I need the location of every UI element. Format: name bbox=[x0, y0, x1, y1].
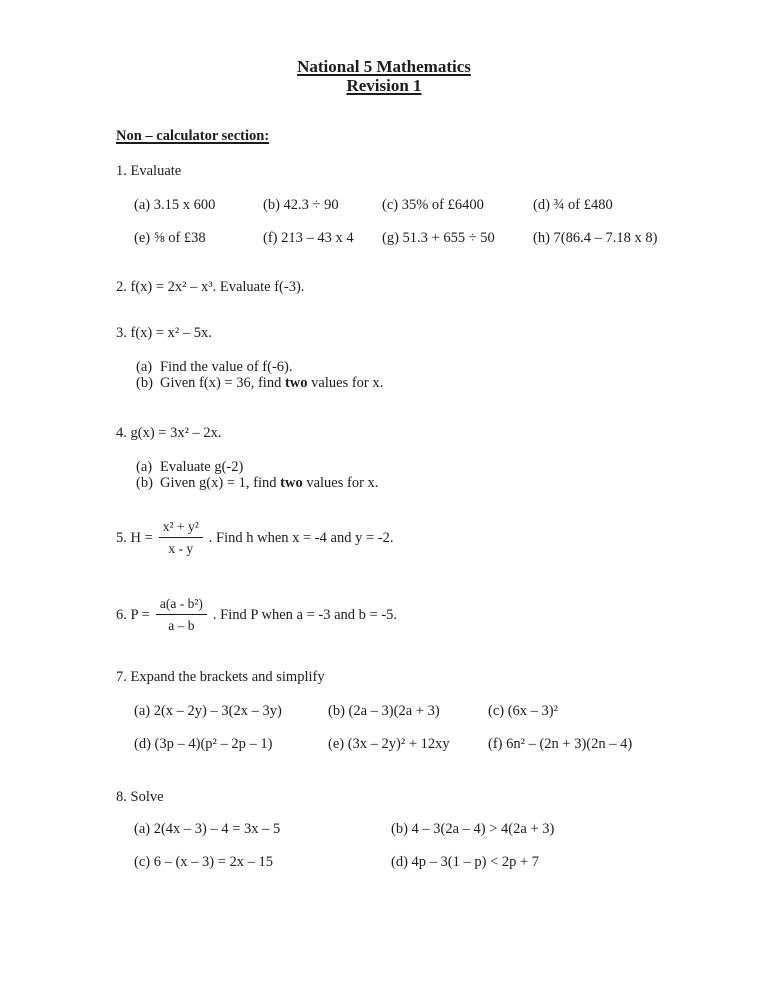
worksheet-content bbox=[0, 129, 768, 870]
q8-options-row2 bbox=[134, 854, 732, 870]
q7-option-b: (b) (2a – 3)(2a + 3) bbox=[328, 703, 440, 719]
q8-option-b: (b) 4 – 3(2a – 4) > 4(2a + 3) bbox=[391, 821, 555, 837]
doc-title-text1: National 5 Mathematics bbox=[297, 57, 471, 76]
q3-subitem-a bbox=[136, 359, 732, 375]
q4-a-text: Evaluate g(-2) bbox=[160, 459, 244, 475]
question-1 bbox=[116, 163, 732, 246]
q7-option-c: (c) (6x – 3)² bbox=[488, 703, 558, 719]
question-4 bbox=[116, 425, 732, 491]
q3-a-label: (a) bbox=[136, 359, 153, 375]
q7-option-f: (f) 6n² – (2n + 3)(2n – 4) bbox=[488, 736, 633, 752]
q1-options-row2 bbox=[134, 230, 732, 246]
q7-options-row1 bbox=[134, 703, 732, 719]
section-heading bbox=[116, 129, 732, 144]
q4-subitem-b bbox=[136, 475, 732, 491]
q5-numerator: x² + y² bbox=[159, 517, 203, 538]
q3-intro: 3. f(x) = x² – 5x. bbox=[116, 325, 212, 341]
q4-subitems bbox=[116, 459, 732, 491]
question-5 bbox=[116, 517, 732, 558]
q6-lead: 6. P = bbox=[116, 606, 150, 623]
q1-option-d: (d) ¾ of £480 bbox=[533, 197, 613, 213]
q5-lead: 5. H = bbox=[116, 529, 153, 546]
question-6 bbox=[116, 594, 732, 635]
question-2: 2. f(x) = 2x² – x³. Evaluate f(-3). bbox=[116, 279, 305, 295]
q6-denominator: a – b bbox=[168, 618, 195, 633]
q5-fraction bbox=[159, 517, 203, 558]
q6-rest: . Find P when a = -3 and b = -5. bbox=[212, 606, 398, 623]
q7-option-a: (a) 2(x – 2y) – 3(2x – 3y) bbox=[134, 703, 282, 719]
section-heading-text: Non – calculator section: bbox=[116, 128, 270, 144]
q6-numerator: a(a - b²) bbox=[156, 594, 207, 615]
q4-b-label: (b) bbox=[136, 475, 153, 491]
q3-subitem-b bbox=[136, 375, 732, 391]
q3-a-text: Find the value of f(-6). bbox=[160, 359, 293, 375]
q1-option-b: (b) 42.3 ÷ 90 bbox=[263, 197, 339, 213]
q7-label: 7. Expand the brackets and simplify bbox=[116, 669, 325, 685]
doc-title-text2: Revision 1 bbox=[346, 76, 422, 95]
q3-b-post: values for x. bbox=[307, 375, 384, 391]
q1-options-row1 bbox=[134, 197, 732, 213]
question-8 bbox=[116, 789, 732, 870]
q4-b-pre: Given g(x) = 1, find bbox=[160, 475, 281, 491]
q3-subitems bbox=[116, 359, 732, 391]
doc-title-line1 bbox=[0, 57, 768, 76]
q3-b-text bbox=[160, 375, 383, 391]
q1-option-a: (a) 3.15 x 600 bbox=[134, 197, 216, 213]
q7-option-e: (e) (3x – 2y)² + 12xy bbox=[328, 736, 450, 752]
doc-title-block bbox=[0, 0, 768, 95]
q1-option-e: (e) ⅝ of £38 bbox=[134, 230, 206, 246]
q5-denominator: x - y bbox=[168, 541, 194, 556]
q4-b-text bbox=[160, 475, 378, 491]
q8-option-c: (c) 6 – (x – 3) = 2x – 15 bbox=[134, 854, 274, 870]
q4-a-label: (a) bbox=[136, 459, 153, 475]
doc-title-line2 bbox=[0, 76, 768, 95]
q1-option-f: (f) 213 – 43 x 4 bbox=[263, 230, 354, 246]
q1-option-h: (h) 7(86.4 – 7.18 x 8) bbox=[533, 230, 658, 246]
q1-option-c: (c) 35% of £6400 bbox=[382, 197, 484, 213]
q4-subitem-a bbox=[136, 459, 732, 475]
q1-label: 1. Evaluate bbox=[116, 163, 182, 179]
q4-intro: 4. g(x) = 3x² – 2x. bbox=[116, 425, 222, 441]
q1-option-g: (g) 51.3 + 655 ÷ 50 bbox=[382, 230, 495, 246]
q5-rest: . Find h when x = -4 and y = -2. bbox=[208, 529, 394, 546]
q8-option-a: (a) 2(4x – 3) – 4 = 3x – 5 bbox=[134, 821, 281, 837]
q4-b-bold: two bbox=[280, 475, 303, 491]
q7-options-row2 bbox=[134, 736, 732, 752]
question-7 bbox=[116, 669, 732, 752]
question-3 bbox=[116, 325, 732, 391]
q8-option-d: (d) 4p – 3(1 – p) < 2p + 7 bbox=[391, 854, 540, 870]
q3-b-label: (b) bbox=[136, 375, 153, 391]
q8-label: 8. Solve bbox=[116, 789, 164, 805]
q8-options-row1 bbox=[134, 821, 732, 837]
q3-b-pre: Given f(x) = 36, find bbox=[160, 375, 285, 391]
q3-b-bold: two bbox=[284, 375, 308, 391]
q4-b-post: values for x. bbox=[302, 475, 379, 491]
q7-option-d: (d) (3p – 4)(p² – 2p – 1) bbox=[134, 736, 273, 752]
q6-fraction bbox=[156, 594, 207, 635]
